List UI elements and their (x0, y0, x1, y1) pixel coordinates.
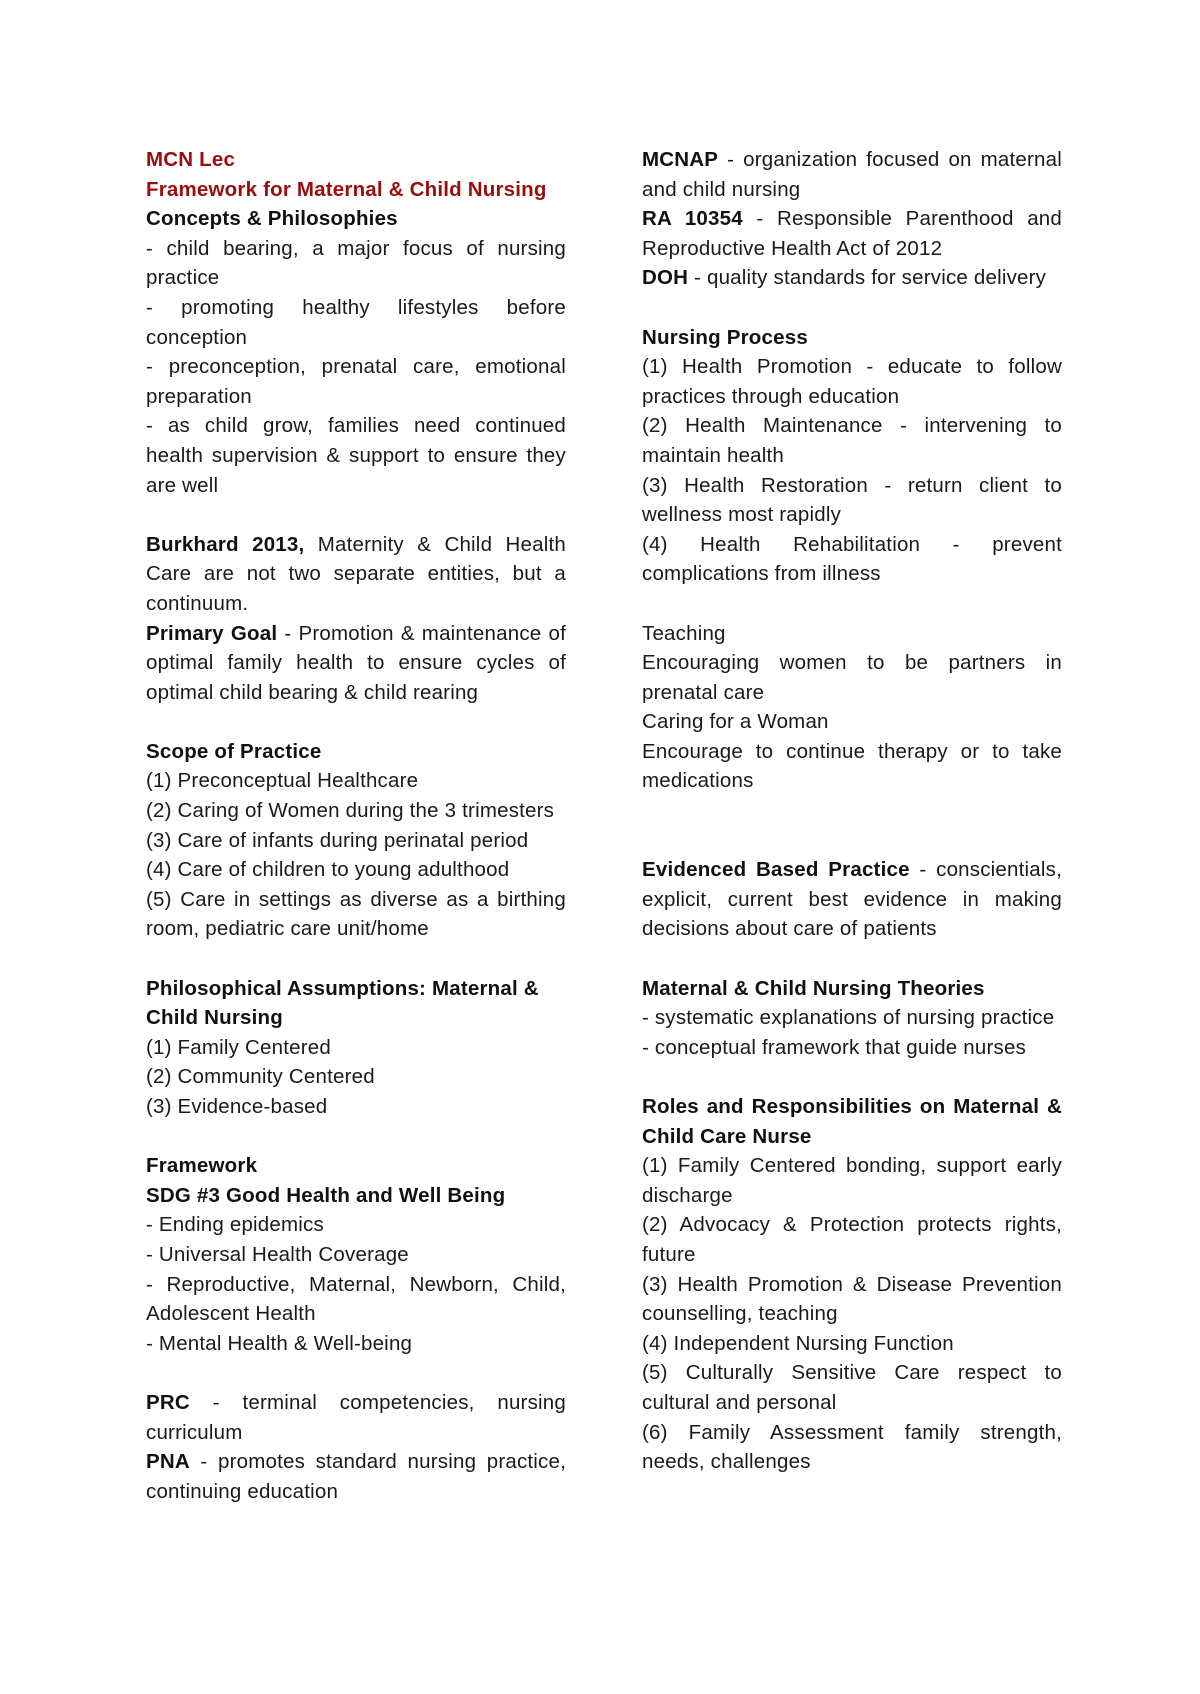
framework-item: - Mental Health & Well-being (146, 1331, 413, 1355)
framework-item: - Ending epidemics (146, 1213, 324, 1237)
nursing-process-item: (3) Health Restoration - return client to wellness most rapidly (642, 473, 1062, 527)
framework-item: - Reproductive, Maternal, Newborn, Child, Adolescent Health (146, 1272, 566, 1326)
primary-goal-term: Primary Goal (146, 621, 278, 645)
teaching-line: Caring for a Woman (642, 710, 829, 734)
scope-heading: Scope of Practice (146, 739, 322, 763)
teaching-line: Encourage to continue therapy or to take medications (642, 739, 1062, 793)
roles-item: (1) Family Centered bonding, support early discharge (642, 1154, 1062, 1207)
ebp-paragraph (642, 855, 1062, 944)
roles-item: (5) Culturally Sensitive Care respect to cultural and personal (642, 1361, 1062, 1414)
theories-item: - systematic explanations of nursing practice (642, 1006, 1055, 1030)
roles-item: (3) Health Promotion & Disease Prevention counselling, teaching (642, 1272, 1062, 1326)
doh-term: DOH (642, 266, 689, 290)
prc-term: PRC (146, 1390, 190, 1414)
mcnap-text: - organization focused on maternal and child nursing (642, 148, 1062, 201)
nursing-process-item: (2) Health Maintenance - intervening to maintain health (642, 414, 1062, 467)
scope-item: (1) Preconceptual Healthcare (146, 769, 419, 793)
nursing-process-heading: Nursing Process (642, 325, 808, 349)
doh-paragraph (642, 263, 1062, 293)
primary-goal-text: - Promotion & maintenance of optimal family health to ensure cycles of optimal child bearing & child rearing (146, 621, 566, 704)
teaching-line: Encouraging women to be partners in prenatal care (642, 651, 1062, 704)
burkhard-paragraph (146, 530, 566, 619)
scope-item: (4) Care of children to young adulthood (146, 858, 510, 882)
concepts-item: - as child grow, families need continued health supervision & support to ensure they are well (146, 414, 566, 497)
ebp-text: - conscientials, explicit, current best evidence in making decisions about care of patients (642, 858, 1062, 941)
concepts-item: - child bearing, a major focus of nursing practice (146, 236, 566, 290)
mcnap-paragraph (642, 145, 1062, 204)
doh-text: - quality standards for service delivery (688, 266, 1047, 290)
pna-term: PNA (146, 1450, 190, 1474)
right-column (642, 145, 1062, 1477)
concepts-item: - promoting healthy lifestyles before conception (146, 295, 566, 349)
assumptions-heading: Philosophical Assumptions: Maternal & Child Nursing (146, 976, 539, 1030)
mcnap-term: MCNAP (642, 148, 719, 171)
framework-item: - Universal Health Coverage (146, 1242, 409, 1266)
framework-heading: Framework (146, 1154, 258, 1178)
roles-heading: Roles and Responsibilities on Maternal & Child Care Nurse (642, 1095, 1062, 1148)
left-column (146, 145, 566, 1506)
roles-item: (2) Advocacy & Protection protects rights, future (642, 1213, 1062, 1266)
scope-item: (5) Care in settings as diverse as a birthing room, pediatric care unit/home (146, 887, 566, 941)
prc-paragraph (146, 1388, 566, 1447)
assumptions-item: (1) Family Centered (146, 1035, 331, 1059)
nursing-process-item: (1) Health Promotion - educate to follow practices through education (642, 355, 1062, 408)
burkhard-term: Burkhard 2013, (146, 532, 305, 556)
ra-text: - Responsible Parenthood and Reproductive Health Act of 2012 (642, 207, 1063, 260)
concepts-heading: Concepts & Philosophies (146, 207, 398, 231)
ra-paragraph (642, 204, 1062, 263)
primary-goal-paragraph (146, 619, 566, 708)
ebp-term: Evidenced Based Practice (642, 858, 910, 882)
framework-title: Framework for Maternal & Child Nursing (146, 177, 547, 201)
roles-item: (6) Family Assessment family strength, needs, challenges (642, 1420, 1062, 1474)
ra-term: RA 10354 (642, 207, 743, 231)
theories-heading: Maternal & Child Nursing Theories (642, 976, 985, 1000)
assumptions-item: (3) Evidence-based (146, 1095, 328, 1118)
assumptions-item: (2) Community Centered (146, 1065, 375, 1089)
sdg-subheading: SDG #3 Good Health and Well Being (146, 1183, 506, 1207)
roles-item: (4) Independent Nursing Function (642, 1331, 954, 1355)
scope-item: (2) Caring of Women during the 3 trimesters (146, 799, 555, 823)
pna-paragraph (146, 1447, 566, 1506)
theories-item: - conceptual framework that guide nurses (642, 1035, 1027, 1059)
prc-text: - terminal competencies, nursing curriculum (146, 1390, 566, 1444)
scope-item: (3) Care of infants during perinatal period (146, 828, 529, 852)
teaching-line: Teaching (642, 621, 726, 645)
course-title: MCN Lec (146, 148, 236, 171)
nursing-process-item: (4) Health Rehabilitation - prevent complications from illness (642, 532, 1062, 586)
burkhard-text: Maternity & Child Health Care are not two separate entities, but a continuum. (146, 532, 566, 615)
concepts-item: - preconception, prenatal care, emotional preparation (146, 355, 566, 408)
pna-text: - promotes standard nursing practice, continuing education (146, 1450, 566, 1503)
